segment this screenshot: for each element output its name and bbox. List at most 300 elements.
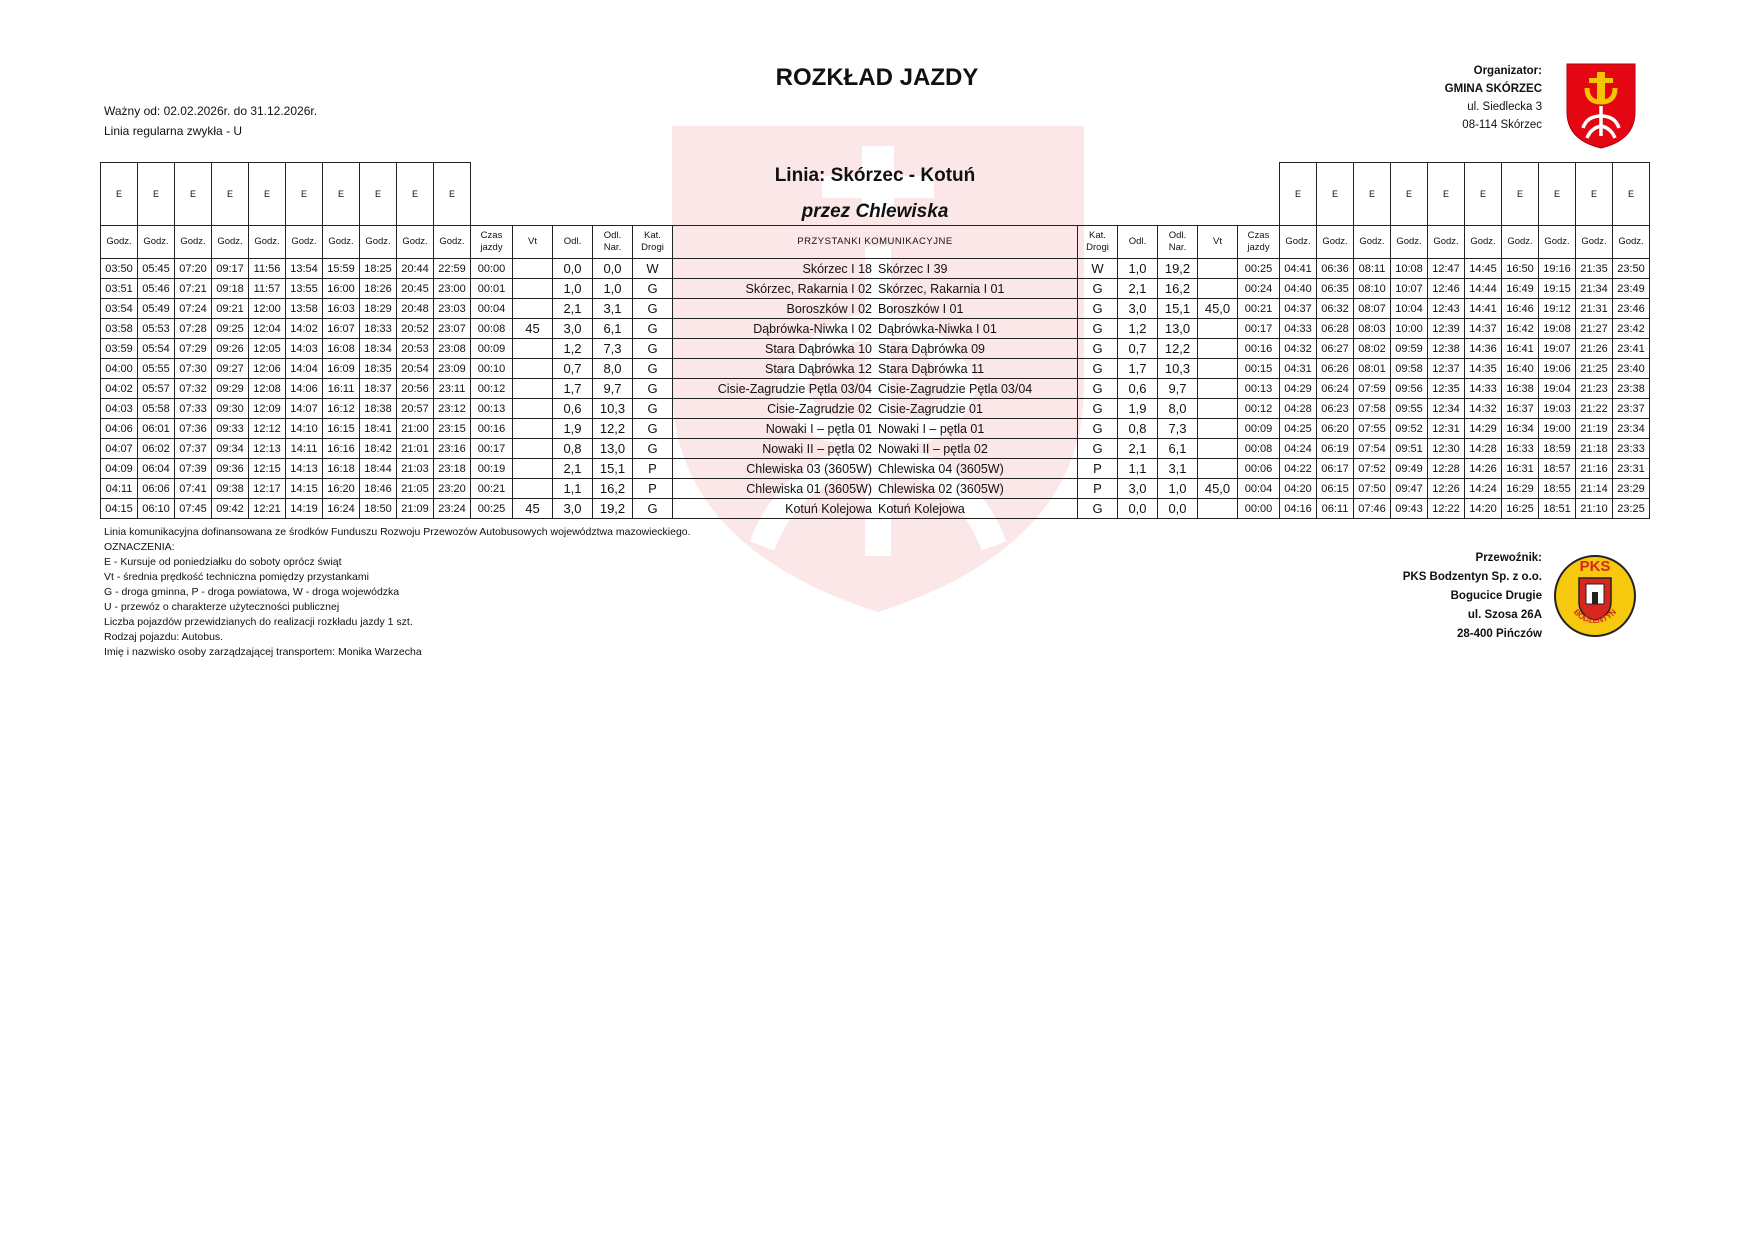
departure-time: 07:37 xyxy=(175,439,212,459)
trip-mark: E xyxy=(1539,163,1576,226)
departure-time: 06:26 xyxy=(1317,359,1354,379)
speed-value: 45 xyxy=(513,319,553,339)
speed-value xyxy=(1198,319,1238,339)
departure-time: 21:22 xyxy=(1576,399,1613,419)
departure-time: 23:08 xyxy=(434,339,471,359)
note-line: OZNACZENIA: xyxy=(104,541,175,553)
stop-name-return: Kotuń Kolejowa xyxy=(878,501,965,516)
departure-time: 23:38 xyxy=(1613,379,1650,399)
time-header: Godz. xyxy=(397,226,434,259)
speed-value xyxy=(513,439,553,459)
note-line: U - przewóz o charakterze użyteczności publicznej xyxy=(104,601,340,613)
timetable-row xyxy=(101,399,1650,419)
carrier-street: ul. Szosa 26A xyxy=(1467,609,1542,621)
departure-time: 23:09 xyxy=(434,359,471,379)
departure-time: 23:46 xyxy=(1613,299,1650,319)
distance-value: 0,6 xyxy=(553,399,593,419)
speed-value xyxy=(1198,439,1238,459)
departure-time: 14:35 xyxy=(1465,359,1502,379)
departure-time: 21:18 xyxy=(1576,439,1613,459)
departure-time: 09:18 xyxy=(212,279,249,299)
timetable-row xyxy=(101,439,1650,459)
departure-time: 12:31 xyxy=(1428,419,1465,439)
departure-time: 19:04 xyxy=(1539,379,1576,399)
timetable-body xyxy=(101,259,1650,519)
odl-nar-header: Odl. Nar. xyxy=(1158,226,1198,259)
cumulative-distance: 12,2 xyxy=(1158,339,1198,359)
travel-time: 00:16 xyxy=(1238,339,1280,359)
departure-time: 07:20 xyxy=(175,259,212,279)
trip-mark: E xyxy=(323,163,360,226)
trip-mark: E xyxy=(1317,163,1354,226)
departure-time: 23:03 xyxy=(434,299,471,319)
stop-name-return: Nowaki I – pętla 01 xyxy=(878,421,985,436)
departure-time: 09:49 xyxy=(1391,459,1428,479)
departure-time: 23:12 xyxy=(434,399,471,419)
distance-value: 1,9 xyxy=(553,419,593,439)
time-header: Godz. xyxy=(323,226,360,259)
departure-time: 18:57 xyxy=(1539,459,1576,479)
trip-mark: E xyxy=(175,163,212,226)
departure-time: 12:21 xyxy=(249,499,286,519)
departure-time: 09:42 xyxy=(212,499,249,519)
departure-time: 16:41 xyxy=(1502,339,1539,359)
departure-time: 14:41 xyxy=(1465,299,1502,319)
departure-time: 04:31 xyxy=(1280,359,1317,379)
departure-time: 14:02 xyxy=(286,319,323,339)
trip-mark: E xyxy=(1502,163,1539,226)
pks-bodzentyn-logo-icon xyxy=(1552,544,1638,648)
departure-time: 10:08 xyxy=(1391,259,1428,279)
departure-time: 06:28 xyxy=(1317,319,1354,339)
departure-time: 18:33 xyxy=(360,319,397,339)
stop-name-outbound: Kotuń Kolejowa xyxy=(785,501,872,516)
timetable-row xyxy=(101,499,1650,519)
cumulative-distance: 1,0 xyxy=(593,279,633,299)
departure-time: 13:54 xyxy=(286,259,323,279)
road-category: P xyxy=(633,479,673,499)
departure-time: 09:47 xyxy=(1391,479,1428,499)
departure-time: 07:24 xyxy=(175,299,212,319)
departure-time: 14:33 xyxy=(1465,379,1502,399)
departure-time: 14:29 xyxy=(1465,419,1502,439)
departure-time: 16:00 xyxy=(323,279,360,299)
road-category: G xyxy=(1078,359,1118,379)
trip-mark: E xyxy=(212,163,249,226)
departure-time: 04:03 xyxy=(101,399,138,419)
travel-time: 00:17 xyxy=(1238,319,1280,339)
kat-drogi-header: Kat. Drogi xyxy=(633,226,673,259)
departure-time: 08:02 xyxy=(1354,339,1391,359)
departure-time: 12:00 xyxy=(249,299,286,319)
departure-time: 14:04 xyxy=(286,359,323,379)
timetable-row xyxy=(101,259,1650,279)
departure-time: 16:08 xyxy=(323,339,360,359)
departure-time: 13:55 xyxy=(286,279,323,299)
stop-names xyxy=(673,339,1078,359)
distance-value: 1,0 xyxy=(1118,259,1158,279)
departure-time: 04:16 xyxy=(1280,499,1317,519)
time-header: Godz. xyxy=(1502,226,1539,259)
departure-time: 20:44 xyxy=(397,259,434,279)
speed-value: 45,0 xyxy=(1198,479,1238,499)
time-header: Godz. xyxy=(212,226,249,259)
stop-name-outbound: Dąbrówka-Niwka I 02 xyxy=(753,321,872,336)
travel-time: 00:13 xyxy=(1238,379,1280,399)
line-title-cell xyxy=(673,163,1078,226)
departure-time: 06:20 xyxy=(1317,419,1354,439)
departure-time: 04:07 xyxy=(101,439,138,459)
travel-time: 00:25 xyxy=(1238,259,1280,279)
departure-time: 23:16 xyxy=(434,439,471,459)
road-category: G xyxy=(1078,339,1118,359)
departure-time: 18:34 xyxy=(360,339,397,359)
note-line: E - Kursuje od poniedziałku do soboty oprócz świąt xyxy=(104,556,342,568)
stop-names xyxy=(673,499,1078,519)
speed-value xyxy=(1198,499,1238,519)
departure-time: 04:15 xyxy=(101,499,138,519)
cumulative-distance: 19,2 xyxy=(593,499,633,519)
departure-time: 04:41 xyxy=(1280,259,1317,279)
speed-value xyxy=(513,379,553,399)
departure-time: 16:50 xyxy=(1502,259,1539,279)
departure-time: 18:51 xyxy=(1539,499,1576,519)
kat-drogi-header: Kat. Drogi xyxy=(1078,226,1118,259)
time-header: Godz. xyxy=(138,226,175,259)
stop-name-outbound: Cisie-Zagrudzie 02 xyxy=(767,401,872,416)
departure-time: 21:31 xyxy=(1576,299,1613,319)
speed-value xyxy=(1198,459,1238,479)
departure-time: 16:11 xyxy=(323,379,360,399)
departure-time: 07:33 xyxy=(175,399,212,419)
odl-header: Odl. xyxy=(553,226,593,259)
departure-time: 16:46 xyxy=(1502,299,1539,319)
departure-time: 14:03 xyxy=(286,339,323,359)
cumulative-distance: 6,1 xyxy=(1158,439,1198,459)
departure-time: 16:40 xyxy=(1502,359,1539,379)
departure-time: 09:59 xyxy=(1391,339,1428,359)
cumulative-distance: 1,0 xyxy=(1158,479,1198,499)
departure-time: 12:22 xyxy=(1428,499,1465,519)
departure-time: 13:58 xyxy=(286,299,323,319)
trip-mark: E xyxy=(249,163,286,226)
time-header: Godz. xyxy=(360,226,397,259)
timetable-row xyxy=(101,379,1650,399)
stops-header: PRZYSTANKI KOMUNIKACYJNE xyxy=(673,226,1078,259)
road-category: G xyxy=(633,499,673,519)
departure-time: 21:23 xyxy=(1576,379,1613,399)
stop-name-outbound: Nowaki I – pętla 01 xyxy=(765,421,872,436)
departure-time: 20:52 xyxy=(397,319,434,339)
departure-time: 07:36 xyxy=(175,419,212,439)
page-title: ROZKŁAD JAZDY xyxy=(775,64,979,91)
trip-mark: E xyxy=(434,163,471,226)
time-header: Godz. xyxy=(1354,226,1391,259)
distance-value: 0,8 xyxy=(1118,419,1158,439)
distance-value: 1,0 xyxy=(553,279,593,299)
departure-time: 20:53 xyxy=(397,339,434,359)
stop-names xyxy=(673,379,1078,399)
distance-value: 2,1 xyxy=(1118,439,1158,459)
departure-time: 20:45 xyxy=(397,279,434,299)
departure-time: 23:07 xyxy=(434,319,471,339)
road-category: G xyxy=(1078,499,1118,519)
departure-time: 21:35 xyxy=(1576,259,1613,279)
distance-value: 1,7 xyxy=(553,379,593,399)
stop-name-return: Stara Dąbrówka 11 xyxy=(878,361,985,376)
column-header-row xyxy=(101,226,1650,259)
departure-time: 19:03 xyxy=(1539,399,1576,419)
line-type-text: Linia regularna zwykła - U xyxy=(104,124,243,138)
stop-names xyxy=(673,459,1078,479)
cumulative-distance: 7,3 xyxy=(593,339,633,359)
carrier-block xyxy=(1403,549,1542,644)
trip-mark: E xyxy=(1354,163,1391,226)
road-category: G xyxy=(1078,299,1118,319)
trip-mark: E xyxy=(1280,163,1317,226)
departure-time: 06:11 xyxy=(1317,499,1354,519)
departure-time: 04:20 xyxy=(1280,479,1317,499)
departure-time: 08:03 xyxy=(1354,319,1391,339)
road-category: G xyxy=(633,339,673,359)
departure-time: 23:18 xyxy=(434,459,471,479)
departure-time: 09:17 xyxy=(212,259,249,279)
travel-time: 00:08 xyxy=(471,319,513,339)
cumulative-distance: 3,1 xyxy=(593,299,633,319)
departure-time: 19:16 xyxy=(1539,259,1576,279)
distance-value: 0,8 xyxy=(553,439,593,459)
departure-time: 19:12 xyxy=(1539,299,1576,319)
stop-name-return: Nowaki II – pętla 02 xyxy=(878,441,988,456)
stop-name-outbound: Cisie-Zagrudzie Pętla 03/04 xyxy=(717,381,872,396)
departure-time: 16:09 xyxy=(323,359,360,379)
departure-time: 04:09 xyxy=(101,459,138,479)
departure-time: 23:42 xyxy=(1613,319,1650,339)
cumulative-distance: 19,2 xyxy=(1158,259,1198,279)
departure-time: 19:08 xyxy=(1539,319,1576,339)
stop-name-outbound: Skórzec I 18 xyxy=(802,261,872,276)
departure-time: 06:01 xyxy=(138,419,175,439)
departure-time: 10:04 xyxy=(1391,299,1428,319)
carrier-name: PKS Bodzentyn Sp. z o.o. xyxy=(1402,571,1542,583)
stop-names xyxy=(673,299,1078,319)
carrier-city: 28-400 Pińczów xyxy=(1456,628,1542,640)
departure-time: 19:06 xyxy=(1539,359,1576,379)
departure-time: 23:29 xyxy=(1613,479,1650,499)
departure-time: 12:30 xyxy=(1428,439,1465,459)
departure-time: 12:04 xyxy=(249,319,286,339)
departure-time: 04:40 xyxy=(1280,279,1317,299)
organizer-name: GMINA SKÓRZEC xyxy=(1444,83,1542,95)
czas-jazdy-header: Czas jazdy xyxy=(1238,226,1280,259)
departure-time: 07:46 xyxy=(1354,499,1391,519)
departure-time: 16:07 xyxy=(323,319,360,339)
vt-header: Vt xyxy=(513,226,553,259)
travel-time: 00:04 xyxy=(1238,479,1280,499)
departure-time: 18:46 xyxy=(360,479,397,499)
departure-time: 16:31 xyxy=(1502,459,1539,479)
departure-time: 09:34 xyxy=(212,439,249,459)
timetable-row xyxy=(101,299,1650,319)
departure-time: 21:14 xyxy=(1576,479,1613,499)
stop-names xyxy=(673,419,1078,439)
departure-time: 12:15 xyxy=(249,459,286,479)
departure-time: 14:07 xyxy=(286,399,323,419)
time-header: Godz. xyxy=(1465,226,1502,259)
departure-time: 16:15 xyxy=(323,419,360,439)
speed-value xyxy=(513,339,553,359)
departure-time: 23:37 xyxy=(1613,399,1650,419)
departure-time: 07:54 xyxy=(1354,439,1391,459)
departure-time: 06:24 xyxy=(1317,379,1354,399)
speed-value xyxy=(513,299,553,319)
departure-time: 05:46 xyxy=(138,279,175,299)
departure-time: 07:59 xyxy=(1354,379,1391,399)
timetable-row xyxy=(101,279,1650,299)
departure-time: 18:25 xyxy=(360,259,397,279)
departure-time: 06:06 xyxy=(138,479,175,499)
cumulative-distance: 0,0 xyxy=(1158,499,1198,519)
departure-time: 06:17 xyxy=(1317,459,1354,479)
note-line: Vt - średnia prędkość techniczna pomiędzy przystankami xyxy=(104,571,369,583)
stop-names xyxy=(673,259,1078,279)
distance-value: 0,0 xyxy=(553,259,593,279)
road-category: G xyxy=(633,399,673,419)
departure-time: 05:57 xyxy=(138,379,175,399)
stop-name-return: Chlewiska 04 (3605W) xyxy=(878,461,1004,476)
travel-time: 00:16 xyxy=(471,419,513,439)
trip-mark: E xyxy=(138,163,175,226)
departure-time: 23:49 xyxy=(1613,279,1650,299)
departure-time: 14:28 xyxy=(1465,439,1502,459)
departure-time: 18:44 xyxy=(360,459,397,479)
distance-value: 1,2 xyxy=(553,339,593,359)
distance-value: 1,9 xyxy=(1118,399,1158,419)
notes-block xyxy=(104,525,691,660)
spacer xyxy=(1078,163,1280,226)
distance-value: 0,0 xyxy=(1118,499,1158,519)
distance-value: 3,0 xyxy=(1118,299,1158,319)
departure-time: 12:12 xyxy=(249,419,286,439)
departure-time: 04:32 xyxy=(1280,339,1317,359)
cumulative-distance: 7,3 xyxy=(1158,419,1198,439)
departure-time: 09:36 xyxy=(212,459,249,479)
trip-mark: E xyxy=(286,163,323,226)
carrier-label: Przewoźnik: xyxy=(1475,552,1542,564)
stop-name-outbound: Boroszków I 02 xyxy=(786,301,872,316)
departure-time: 20:54 xyxy=(397,359,434,379)
departure-time: 23:40 xyxy=(1613,359,1650,379)
departure-time: 09:26 xyxy=(212,339,249,359)
stop-name-outbound: Chlewiska 01 (3605W) xyxy=(746,481,872,496)
stop-names xyxy=(673,439,1078,459)
road-category: G xyxy=(633,279,673,299)
organizer-label: Organizator: xyxy=(1473,65,1542,77)
stop-name-return: Dąbrówka-Niwka I 01 xyxy=(878,321,997,336)
vt-header: Vt xyxy=(1198,226,1238,259)
line-name: Linia: Skórzec - Kotuń xyxy=(774,164,976,186)
travel-time: 00:24 xyxy=(1238,279,1280,299)
stop-name-return: Cisie-Zagrudzie 01 xyxy=(878,401,983,416)
czas-jazdy-header: Czas jazdy xyxy=(471,226,513,259)
departure-time: 14:45 xyxy=(1465,259,1502,279)
departure-time: 21:27 xyxy=(1576,319,1613,339)
distance-value: 0,7 xyxy=(1118,339,1158,359)
road-category: G xyxy=(633,439,673,459)
departure-time: 18:42 xyxy=(360,439,397,459)
departure-time: 19:15 xyxy=(1539,279,1576,299)
departure-time: 14:06 xyxy=(286,379,323,399)
timetable-row xyxy=(101,459,1650,479)
departure-time: 09:55 xyxy=(1391,399,1428,419)
speed-value xyxy=(513,399,553,419)
stop-name-outbound: Skórzec, Rakarnia I 02 xyxy=(745,281,872,296)
note-line: Liczba pojazdów przewidzianych do realizacji rozkładu jazdy 1 szt. xyxy=(104,616,413,628)
travel-time: 00:21 xyxy=(1238,299,1280,319)
departure-time: 23:24 xyxy=(434,499,471,519)
departure-time: 04:00 xyxy=(101,359,138,379)
stop-names xyxy=(673,399,1078,419)
distance-value: 0,6 xyxy=(1118,379,1158,399)
travel-time: 00:12 xyxy=(471,379,513,399)
travel-time: 00:09 xyxy=(1238,419,1280,439)
departure-time: 04:24 xyxy=(1280,439,1317,459)
departure-time: 20:56 xyxy=(397,379,434,399)
note-line: G - droga gminna, P - droga powiatowa, W - droga wojewódzka xyxy=(104,586,400,598)
departure-time: 04:28 xyxy=(1280,399,1317,419)
departure-time: 09:38 xyxy=(212,479,249,499)
departure-time: 06:19 xyxy=(1317,439,1354,459)
time-header: Godz. xyxy=(1613,226,1650,259)
departure-time: 03:50 xyxy=(101,259,138,279)
distance-value: 1,2 xyxy=(1118,319,1158,339)
travel-time: 00:17 xyxy=(471,439,513,459)
stop-name-outbound: Stara Dąbrówka 10 xyxy=(764,341,872,356)
departure-time: 21:26 xyxy=(1576,339,1613,359)
departure-time: 05:53 xyxy=(138,319,175,339)
speed-value xyxy=(1198,379,1238,399)
departure-time: 12:34 xyxy=(1428,399,1465,419)
departure-time: 20:57 xyxy=(397,399,434,419)
stop-names xyxy=(673,479,1078,499)
trip-mark: E xyxy=(1613,163,1650,226)
departure-time: 20:48 xyxy=(397,299,434,319)
departure-time: 06:32 xyxy=(1317,299,1354,319)
departure-time: 12:39 xyxy=(1428,319,1465,339)
time-header: Godz. xyxy=(1576,226,1613,259)
departure-time: 09:43 xyxy=(1391,499,1428,519)
departure-time: 12:47 xyxy=(1428,259,1465,279)
road-category: W xyxy=(1078,259,1118,279)
road-category: G xyxy=(633,419,673,439)
stop-name-outbound: Nowaki II – pętla 02 xyxy=(762,441,872,456)
departure-time: 04:25 xyxy=(1280,419,1317,439)
departure-time: 03:59 xyxy=(101,339,138,359)
cumulative-distance: 8,0 xyxy=(593,359,633,379)
departure-time: 23:15 xyxy=(434,419,471,439)
road-category: G xyxy=(1078,319,1118,339)
odl-header: Odl. xyxy=(1118,226,1158,259)
departure-time: 07:52 xyxy=(1354,459,1391,479)
road-category: G xyxy=(1078,419,1118,439)
spacer xyxy=(471,163,673,226)
distance-value: 2,1 xyxy=(1118,279,1158,299)
speed-value xyxy=(513,279,553,299)
stop-name-return: Skórzec I 39 xyxy=(878,261,948,276)
departure-time: 18:35 xyxy=(360,359,397,379)
departure-time: 23:00 xyxy=(434,279,471,299)
departure-time: 14:15 xyxy=(286,479,323,499)
